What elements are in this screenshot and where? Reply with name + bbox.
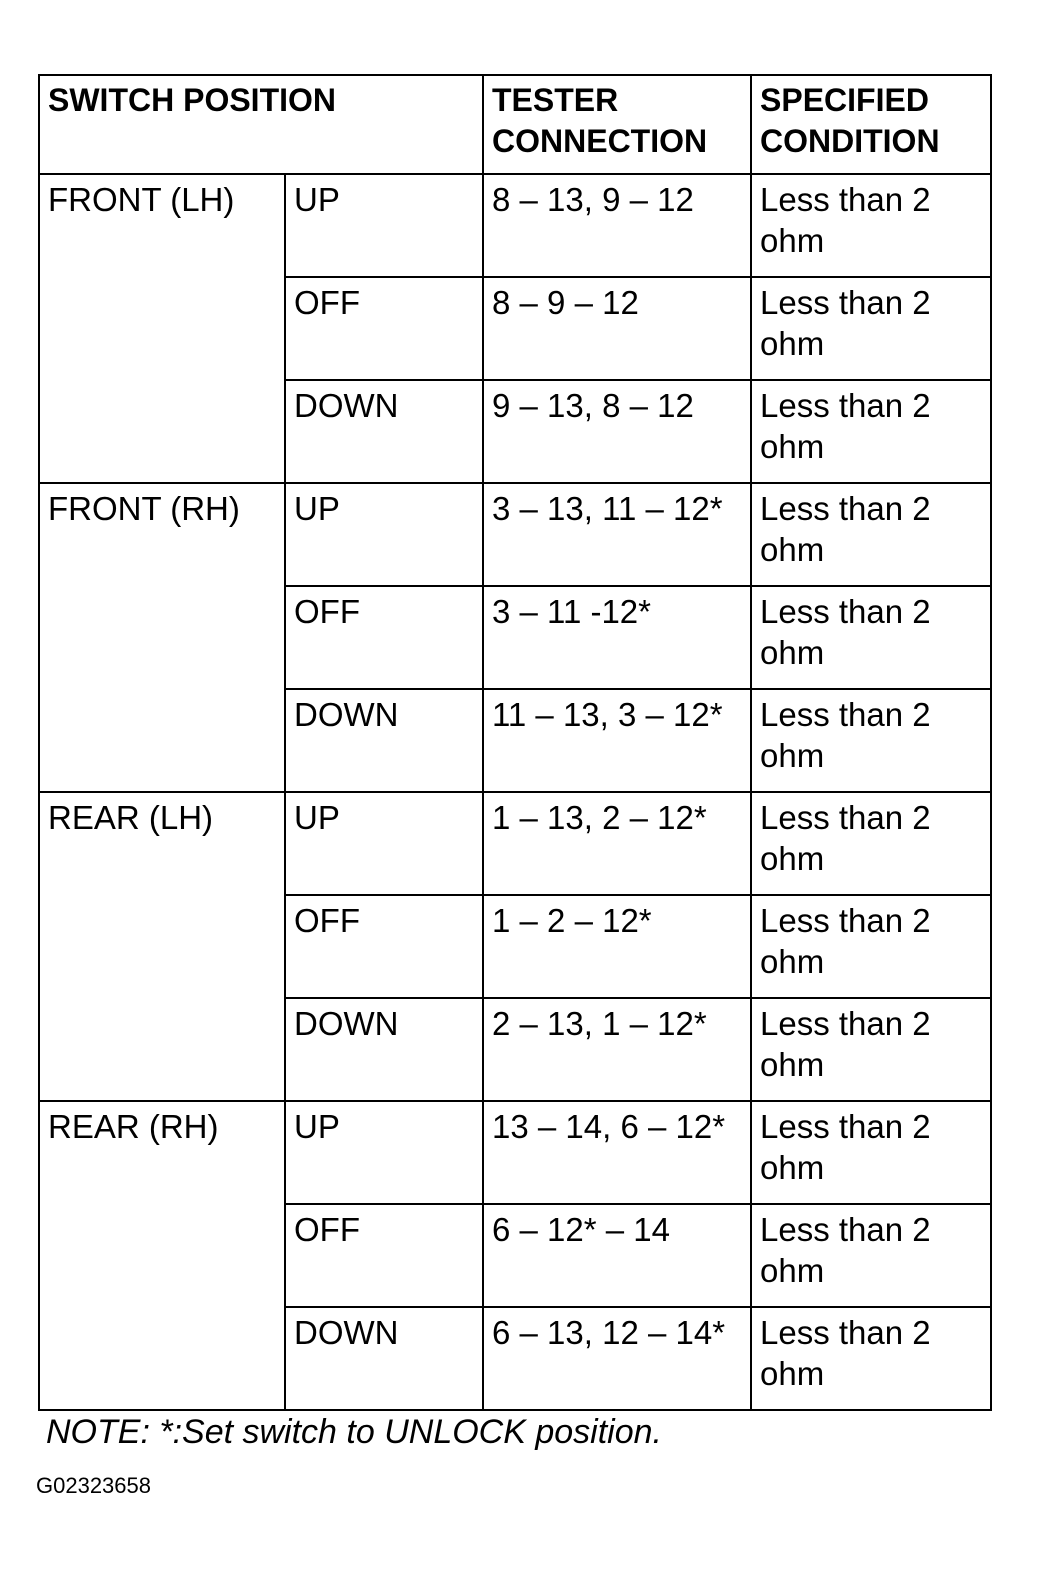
specified-condition-cell: Less than 2 ohm [751, 174, 991, 277]
footnote: NOTE: *:Set switch to UNLOCK position. [46, 1413, 662, 1451]
tester-connection-cell: 13 – 14, 6 – 12* [483, 1101, 751, 1204]
tester-connection-cell: 6 – 12* – 14 [483, 1204, 751, 1307]
switch-position-cell: DOWN [285, 1307, 483, 1410]
switch-position-cell: DOWN [285, 998, 483, 1101]
tester-connection-cell: 3 – 11 -12* [483, 586, 751, 689]
table-row [39, 174, 991, 277]
header-switch-position: SWITCH POSITION [39, 75, 483, 174]
switch-group-label: FRONT (RH) [39, 483, 285, 792]
table-row [39, 792, 991, 895]
specified-condition-cell: Less than 2 ohm [751, 380, 991, 483]
figure-id: G02323658 [36, 1473, 151, 1498]
tester-connection-cell: 1 – 13, 2 – 12* [483, 792, 751, 895]
switch-position-cell: OFF [285, 895, 483, 998]
switch-position-cell: UP [285, 1101, 483, 1204]
switch-position-cell: UP [285, 792, 483, 895]
specified-condition-cell: Less than 2 ohm [751, 998, 991, 1101]
table-header-row [39, 75, 991, 174]
specified-condition-cell: Less than 2 ohm [751, 792, 991, 895]
switch-position-cell: OFF [285, 277, 483, 380]
specified-condition-cell: Less than 2 ohm [751, 895, 991, 998]
header-tester-connection: TESTER CONNECTION [483, 75, 751, 174]
switch-group-label: REAR (LH) [39, 792, 285, 1101]
switch-position-cell: OFF [285, 586, 483, 689]
tester-connection-cell: 11 – 13, 3 – 12* [483, 689, 751, 792]
switch-group-label: FRONT (LH) [39, 174, 285, 483]
tester-connection-cell: 1 – 2 – 12* [483, 895, 751, 998]
specified-condition-cell: Less than 2 ohm [751, 586, 991, 689]
switch-position-cell: DOWN [285, 380, 483, 483]
switch-position-cell: OFF [285, 1204, 483, 1307]
specified-condition-cell: Less than 2 ohm [751, 1101, 991, 1204]
specified-condition-cell: Less than 2 ohm [751, 689, 991, 792]
switch-position-cell: UP [285, 483, 483, 586]
specified-condition-cell: Less than 2 ohm [751, 1204, 991, 1307]
tester-connection-cell: 3 – 13, 11 – 12* [483, 483, 751, 586]
switch-position-cell: DOWN [285, 689, 483, 792]
specified-condition-cell: Less than 2 ohm [751, 483, 991, 586]
tester-connection-cell: 8 – 13, 9 – 12 [483, 174, 751, 277]
switch-inspection-table [38, 74, 992, 1411]
switch-group-label: REAR (RH) [39, 1101, 285, 1410]
specified-condition-cell: Less than 2 ohm [751, 1307, 991, 1410]
tester-connection-cell: 9 – 13, 8 – 12 [483, 380, 751, 483]
switch-position-cell: UP [285, 174, 483, 277]
table-row [39, 483, 991, 586]
tester-connection-cell: 2 – 13, 1 – 12* [483, 998, 751, 1101]
table-body [39, 174, 991, 1410]
tester-connection-cell: 8 – 9 – 12 [483, 277, 751, 380]
table-row [39, 1101, 991, 1204]
specified-condition-cell: Less than 2 ohm [751, 277, 991, 380]
tester-connection-cell: 6 – 13, 12 – 14* [483, 1307, 751, 1410]
header-specified-condition: SPECIFIED CONDITION [751, 75, 991, 174]
